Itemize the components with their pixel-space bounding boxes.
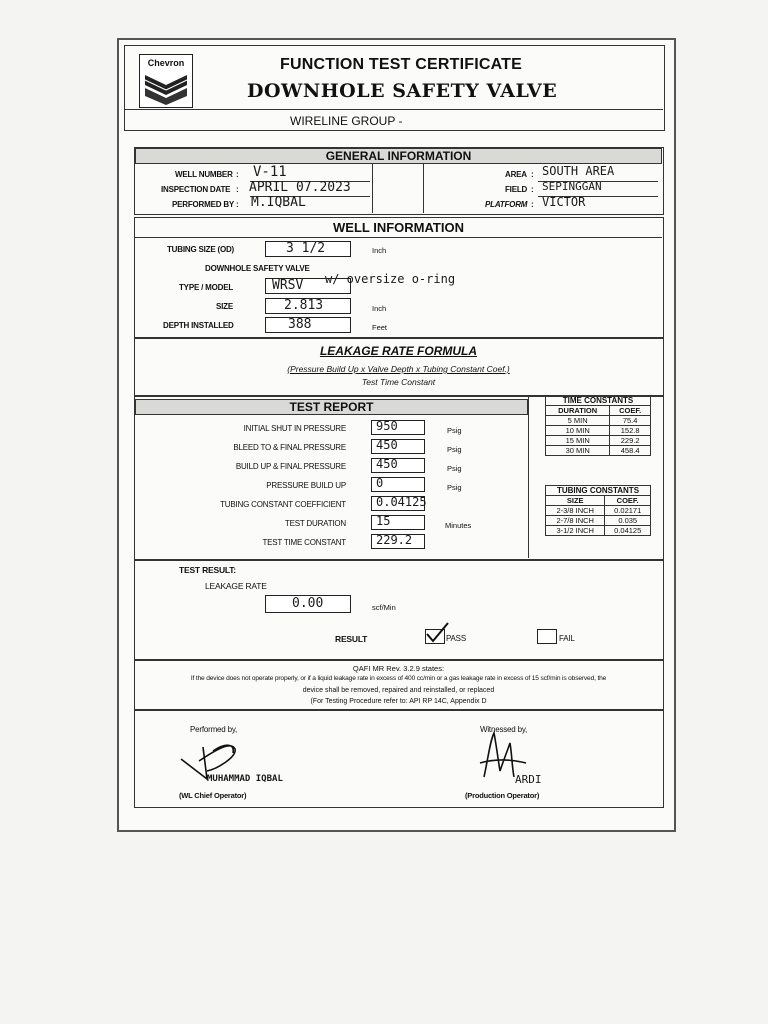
- table-row: [546, 416, 651, 426]
- colon: :: [236, 185, 239, 194]
- report-row-label: TEST DURATION: [284, 519, 346, 528]
- size-field: [265, 298, 351, 314]
- report-row-value: 15: [376, 514, 391, 528]
- colon: :: [236, 200, 239, 209]
- table-row: [546, 426, 651, 436]
- report-row-label: BLEED TO & FINAL PRESSURE: [233, 443, 346, 452]
- depth-installed-unit: Feet: [372, 323, 388, 332]
- platform-value: VICTOR: [542, 195, 586, 209]
- fail-label: FAIL: [559, 634, 575, 643]
- report-row-field: [371, 477, 425, 492]
- well-number-value: V-11: [253, 164, 287, 180]
- size-value: 2.813: [284, 298, 324, 313]
- report-row-label: PRESSURE BUILD UP: [266, 481, 346, 490]
- colon: :: [531, 200, 534, 209]
- general-info-box: [134, 147, 664, 215]
- leakage-rate-field: [265, 595, 351, 613]
- certificate-subtitle: DOWNHOLE SAFETY VALVE: [247, 80, 558, 102]
- report-row-value: 950: [376, 419, 398, 433]
- report-row-unit: Psig: [447, 464, 462, 473]
- report-row-field: [371, 534, 425, 549]
- coef-cell: 0.035: [605, 516, 651, 526]
- formula-numerator: (Pressure Build Up x Valve Depth x Tubing Constant Coef.): [287, 364, 510, 374]
- test-report-title: TEST REPORT: [135, 399, 528, 415]
- size-unit: Inch: [372, 304, 387, 313]
- depth-installed-label: DEPTH INSTALLED: [163, 321, 234, 330]
- colon: :: [531, 170, 534, 179]
- type-model-note: w/ oversize o-ring: [325, 272, 456, 286]
- depth-installed-value: 388: [288, 317, 312, 332]
- size-cell: 2-7/8 INCH: [546, 516, 605, 526]
- note-box: [134, 660, 664, 710]
- performed-by-value: M.IQBAL: [251, 195, 306, 210]
- well-number-label: WELL NUMBER: [175, 170, 233, 179]
- chevron-emblem-icon: [143, 71, 189, 105]
- wireline-group-label: WIRELINE GROUP -: [290, 114, 403, 128]
- signature-box: [134, 710, 664, 808]
- report-row-field: [371, 515, 425, 530]
- field-label: FIELD: [505, 185, 528, 194]
- coef-header: COEF.: [610, 406, 651, 416]
- duration-cell: 5 MIN: [546, 416, 610, 426]
- colon: :: [236, 170, 239, 179]
- size-label: SIZE: [216, 302, 233, 311]
- report-row-label: BUILD UP & FINAL PRESSURE: [235, 462, 346, 471]
- leakage-rate-unit: scf/Min: [372, 603, 396, 612]
- test-result-label: TEST RESULT:: [179, 565, 236, 575]
- leakage-rate-label: LEAKAGE RATE: [205, 581, 267, 591]
- performer-name: MUHAMMAD IQBAL: [207, 774, 283, 784]
- dsv-label: DOWNHOLE SAFETY VALVE: [205, 264, 310, 273]
- witnessed-by-label: Witnessed by,: [480, 725, 528, 734]
- table-row: [546, 516, 651, 526]
- well-info-title: WELL INFORMATION: [333, 220, 464, 235]
- area-label: AREA: [505, 170, 527, 179]
- inspection-date-label: INSPECTION DATE: [161, 185, 231, 194]
- test-report-column-divider: [528, 397, 529, 558]
- type-model-label: TYPE / MODEL: [179, 283, 234, 292]
- report-row-label: TUBING CONSTANT COEFFICIENT: [220, 500, 346, 509]
- pass-checkbox[interactable]: [425, 629, 445, 644]
- performer-role: (WL Chief Operator): [179, 791, 247, 800]
- time-constants-title: TIME CONSTANTS: [546, 396, 651, 406]
- coef-cell: 0.02171: [605, 506, 651, 516]
- header-divider: [125, 109, 663, 110]
- report-row-unit: Minutes: [445, 521, 472, 530]
- formula-title: LEAKAGE RATE FORMULA: [319, 344, 478, 358]
- test-result-box: [134, 560, 664, 660]
- general-info-middle-box: [372, 164, 424, 213]
- size-cell: 3-1/2 INCH: [546, 526, 605, 536]
- header-box: [124, 45, 665, 131]
- report-row-value: 0.04125: [376, 495, 427, 509]
- report-row-value: 450: [376, 438, 398, 452]
- report-row-label: INITIAL SHUT IN PRESSURE: [243, 424, 346, 433]
- time-constants-table: [545, 395, 651, 456]
- note-line-4: (For Testing Procedure refer to: API RP 14C, Appendix D: [310, 698, 487, 705]
- leakage-rate-value: 0.00: [292, 596, 324, 611]
- report-row-label: TEST TIME CONSTANT: [262, 538, 346, 547]
- table-row: [546, 506, 651, 516]
- well-info-box: [134, 217, 664, 338]
- coef-header: COEF.: [605, 496, 651, 506]
- duration-cell: 10 MIN: [546, 426, 610, 436]
- inspection-date-value: APRIL 07.2023: [249, 180, 351, 195]
- table-row: [546, 446, 651, 456]
- report-row-field: [371, 458, 425, 473]
- report-row-unit: Psig: [447, 445, 462, 454]
- performed-by-sign-label: Performed by,: [190, 725, 238, 734]
- platform-label: PLATFORM: [485, 200, 528, 209]
- certificate-title: FUNCTION TEST CERTIFICATE: [280, 56, 523, 73]
- formula-box: [134, 338, 664, 396]
- tubing-constants-table: [545, 485, 651, 536]
- report-row-field: [371, 420, 425, 435]
- report-row-value: 229.2: [376, 533, 413, 547]
- fail-checkbox[interactable]: [537, 629, 557, 644]
- table-row: [546, 526, 651, 536]
- tubing-size-unit: Inch: [372, 246, 387, 255]
- report-row-value: 0: [376, 476, 384, 490]
- report-row-unit: Psig: [447, 426, 462, 435]
- table-row: [546, 436, 651, 446]
- report-row-field: [371, 496, 425, 511]
- well-info-divider: [135, 237, 662, 238]
- field-value: SEPINGGAN: [542, 180, 602, 193]
- duration-cell: 15 MIN: [546, 436, 610, 446]
- colon: :: [531, 185, 534, 194]
- type-model-value: WRSV: [272, 278, 304, 293]
- area-value: SOUTH AREA: [542, 164, 615, 178]
- chevron-logo: [139, 54, 193, 108]
- witness-name: ARDI: [515, 773, 542, 786]
- coef-cell: 0.04125: [605, 526, 651, 536]
- tubing-constants-title: TUBING CONSTANTS: [546, 486, 651, 496]
- note-line-2: If the device does not operate properly, or if a liquid leakage rate in excess of 400 cc/min or a gas leakage rate in excess of 15 scf/min is observed, the: [190, 675, 607, 682]
- certificate-page: [117, 38, 676, 832]
- size-header: SIZE: [546, 496, 605, 506]
- general-info-title: GENERAL INFORMATION: [135, 148, 662, 164]
- tubing-size-label: TUBING SIZE (OD): [167, 245, 235, 254]
- tubing-size-field: [265, 241, 351, 257]
- coef-cell: 229.2: [610, 436, 651, 446]
- coef-cell: 75.4: [610, 416, 651, 426]
- coef-cell: 458.4: [610, 446, 651, 456]
- duration-cell: 30 MIN: [546, 446, 610, 456]
- report-row-value: 450: [376, 457, 398, 471]
- pass-label: PASS: [446, 634, 466, 643]
- note-line-3: device shall be removed, repaired and reinstalled, or replaced: [302, 687, 495, 694]
- logo-text: Chevron: [147, 58, 185, 68]
- performed-by-label: PERFORMED BY: [172, 200, 235, 209]
- duration-header: DURATION: [546, 406, 610, 416]
- test-report-box: [134, 396, 664, 560]
- note-line-1: QAFI MR Rev. 3.2.9 states:: [352, 664, 445, 673]
- witness-role: (Production Operator): [465, 791, 540, 800]
- result-label: RESULT: [335, 634, 368, 644]
- size-cell: 2-3/8 INCH: [546, 506, 605, 516]
- formula-denominator: Test Time Constant: [361, 377, 436, 387]
- coef-cell: 152.8: [610, 426, 651, 436]
- report-row-unit: Psig: [447, 483, 462, 492]
- depth-installed-field: [265, 317, 351, 333]
- tubing-size-value: 3 1/2: [286, 241, 326, 256]
- report-row-field: [371, 439, 425, 454]
